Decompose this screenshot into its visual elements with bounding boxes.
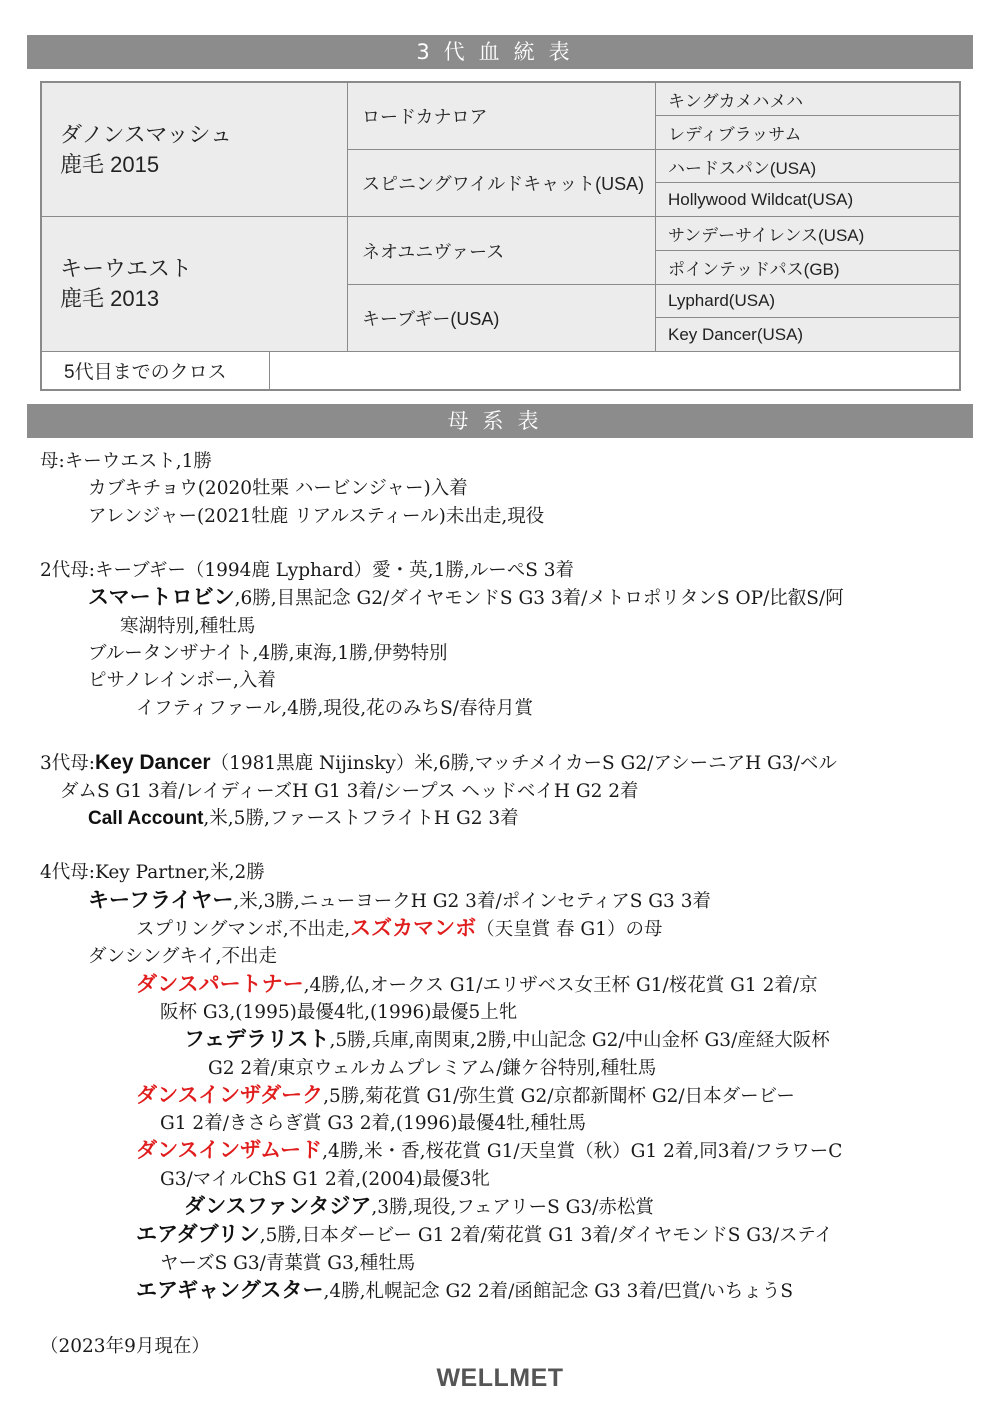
family-entry [40, 887, 970, 915]
sire-info: 鹿毛 2015 [60, 151, 160, 177]
third-dam-line [40, 749, 970, 777]
great-grandparent-name: Hollywood Wildcat(USA) [668, 189, 854, 209]
entry-continuation: G3/マイルChS G1 2着,(2004)最優3牝 [160, 1168, 490, 1190]
horse-name: Key Dancer [95, 751, 211, 775]
horse-name: エアダブリン [136, 1223, 260, 1247]
cross-label-text: 5代目までのクロス [64, 362, 227, 383]
family-entry [40, 805, 970, 832]
entry-continuation: 阪杯 G3,(1995)最優4牝,(1996)最優5上牝 [160, 1001, 518, 1023]
horse-name: Call Account [88, 807, 204, 829]
sire-cell [41, 82, 348, 217]
entry-details: ,6勝,目黒記念 G2/ダイヤモンドS G3 3着/メトロポリタンS OP/比叡S/阿 [234, 588, 844, 610]
great-grandparent-name: Key Dancer(USA) [668, 324, 804, 344]
entry-details: （1981黒鹿 Nijinsky）米,6勝,マッチメイカーS G2/アシーニアH G3/ベル [210, 753, 837, 775]
great-grandparent-name: Lyphard(USA) [668, 291, 776, 310]
grandparent-cell [347, 284, 656, 352]
entry-details: （天皇賞 春 G1）の母 [476, 919, 663, 941]
family-table [40, 448, 970, 1360]
family-entry: ブルータンザナイト,4勝,東海,1勝,伊勢特別 [88, 643, 448, 665]
family-entry [40, 1277, 970, 1305]
horse-name: スマートロビン [88, 586, 235, 610]
horse-name-highlight: ダンスインザダーク [136, 1083, 324, 1107]
horse-name-highlight: スズカマンボ [350, 917, 477, 941]
entry-details: ,4勝,仏,オークス G1/エリザベス女王杯 G1/桜花賞 G1 2着/京 [303, 974, 818, 996]
horse-name: キーフライヤー [88, 888, 234, 912]
grandparent-cell [347, 82, 656, 150]
horse-name: フェデラリスト [184, 1028, 330, 1052]
pedigree-table [40, 81, 961, 391]
entry-continuation: G1 2着/きさらぎ賞 G3 2着,(1996)最優4牡,種牡馬 [160, 1113, 587, 1135]
grandparent-name: ネオユニヴァース [362, 241, 505, 262]
entry-details: ,米,5勝,ファーストフライトH G2 3着 [203, 807, 519, 829]
great-grandparent-name: レディブラッサム [668, 125, 802, 144]
horse-name-highlight: ダンスパートナー [136, 972, 304, 996]
grandparent-name: キーブギー(USA) [362, 309, 500, 329]
entry-details: ,5勝,日本ダービー G1 2着/菊花賞 G1 3着/ダイヤモンドS G3/ステイ [259, 1225, 833, 1247]
entry-continuation: ダムS G1 3着/レイディーズH G1 3着/シープス ヘッドベイH G2 2着 [60, 780, 639, 802]
offspring-line: カブキチョウ(2020牡栗 ハービンジャー)入着 [88, 478, 468, 500]
great-grandparent-cell [655, 284, 960, 318]
great-grandparent-name: ハードスパン(USA) [668, 158, 817, 178]
family-entry: イフティファール,4勝,現役,花のみちS/春待月賞 [136, 697, 534, 719]
great-grandparent-name: サンデーサイレンス(USA) [668, 226, 865, 245]
great-grandparent-cell [655, 216, 960, 251]
entry-details: ,5勝,菊花賞 G1/弥生賞 G2/京都新聞杯 G2/日本ダービー [323, 1085, 795, 1107]
great-grandparent-name: ポインテッドパス(GB) [668, 260, 840, 279]
great-grandparent-cell [655, 317, 960, 352]
family-entry [40, 1221, 970, 1249]
family-entry [40, 971, 970, 999]
offspring-line: アレンジャー(2021牡鹿 リアルスティール)未出走,現役 [88, 505, 545, 527]
brand-logo: WELLMET [436, 1364, 564, 1392]
dam-info: 鹿毛 2013 [60, 286, 160, 311]
great-grandparent-cell [655, 82, 960, 116]
pedigree-section-header: 3代血統表 [27, 35, 973, 69]
grandparent-cell [347, 216, 656, 285]
horse-name: エアギャングスター [136, 1278, 324, 1302]
entry-details: ,米,3勝,ニューヨークH G2 3着/ポインセティアS G3 3着 [233, 890, 711, 912]
great-grandparent-cell [655, 182, 960, 217]
dam-name: キーウエスト [60, 256, 193, 281]
family-entry [40, 1193, 970, 1221]
family-entry [40, 584, 970, 612]
entry-details: ,5勝,兵庫,南関東,2勝,中山記念 G2/中山金杯 G3/産経大阪杯 [329, 1030, 830, 1052]
dam-line: 母:キーウエスト,1勝 [40, 451, 212, 472]
great-grandparent-cell [655, 115, 960, 150]
entry-details: スプリングマンボ,不出走, [136, 919, 351, 941]
family-section-header: 母系表 [27, 404, 973, 438]
family-entry [40, 1082, 970, 1110]
entry-prefix: 3代母: [40, 753, 96, 775]
entry-continuation: G2 2着/東京ウェルカムプレミアム/鎌ケ谷特別,種牡馬 [208, 1057, 657, 1079]
family-entry: ダンシングキイ,不出走 [88, 946, 278, 968]
entry-details: ,4勝,米・香,桜花賞 G1/天皇賞（秋）G1 2着,同3着/フラワーC [322, 1141, 843, 1163]
great-grandparent-cell [655, 250, 960, 285]
great-grandparent-name: キングカメハメハ [668, 91, 804, 111]
family-entry [40, 1026, 970, 1054]
grandparent-name: スピニングワイルドキャット(USA) [362, 174, 645, 194]
grandparent-cell [347, 149, 656, 217]
cross-label [41, 351, 270, 390]
fourth-dam-line: 4代母:Key Partner,米,2勝 [40, 862, 265, 884]
family-entry: ピサノレインボー,入着 [88, 670, 276, 692]
family-entry [40, 915, 970, 943]
sire-name: ダノンスマッシュ [60, 121, 233, 147]
entry-continuation: 寒湖特別,種牡馬 [120, 615, 256, 637]
entry-details: ,3勝,現役,フェアリーS G3/赤松賞 [371, 1197, 654, 1219]
family-entry [40, 1137, 970, 1165]
great-grandparent-cell [655, 149, 960, 183]
grandparent-name: ロードカナロア [362, 107, 488, 127]
entry-details: ,4勝,札幌記念 G2 2着/函館記念 G3 3着/巴賞/いちょうS [323, 1280, 794, 1302]
dam-cell [41, 216, 348, 352]
entry-continuation: ヤーズS G3/青葉賞 G3,種牡馬 [160, 1252, 416, 1274]
second-dam-line: 2代母:キーブギー（1994鹿 Lyphard）愛・英,1勝,ルーペS 3着 [40, 560, 575, 582]
horse-name-highlight: ダンスインザムード [136, 1139, 323, 1163]
horse-name: ダンスファンタジア [184, 1195, 372, 1219]
as-of-note: （2023年9月現在） [40, 1335, 210, 1357]
cross-value [269, 351, 960, 390]
